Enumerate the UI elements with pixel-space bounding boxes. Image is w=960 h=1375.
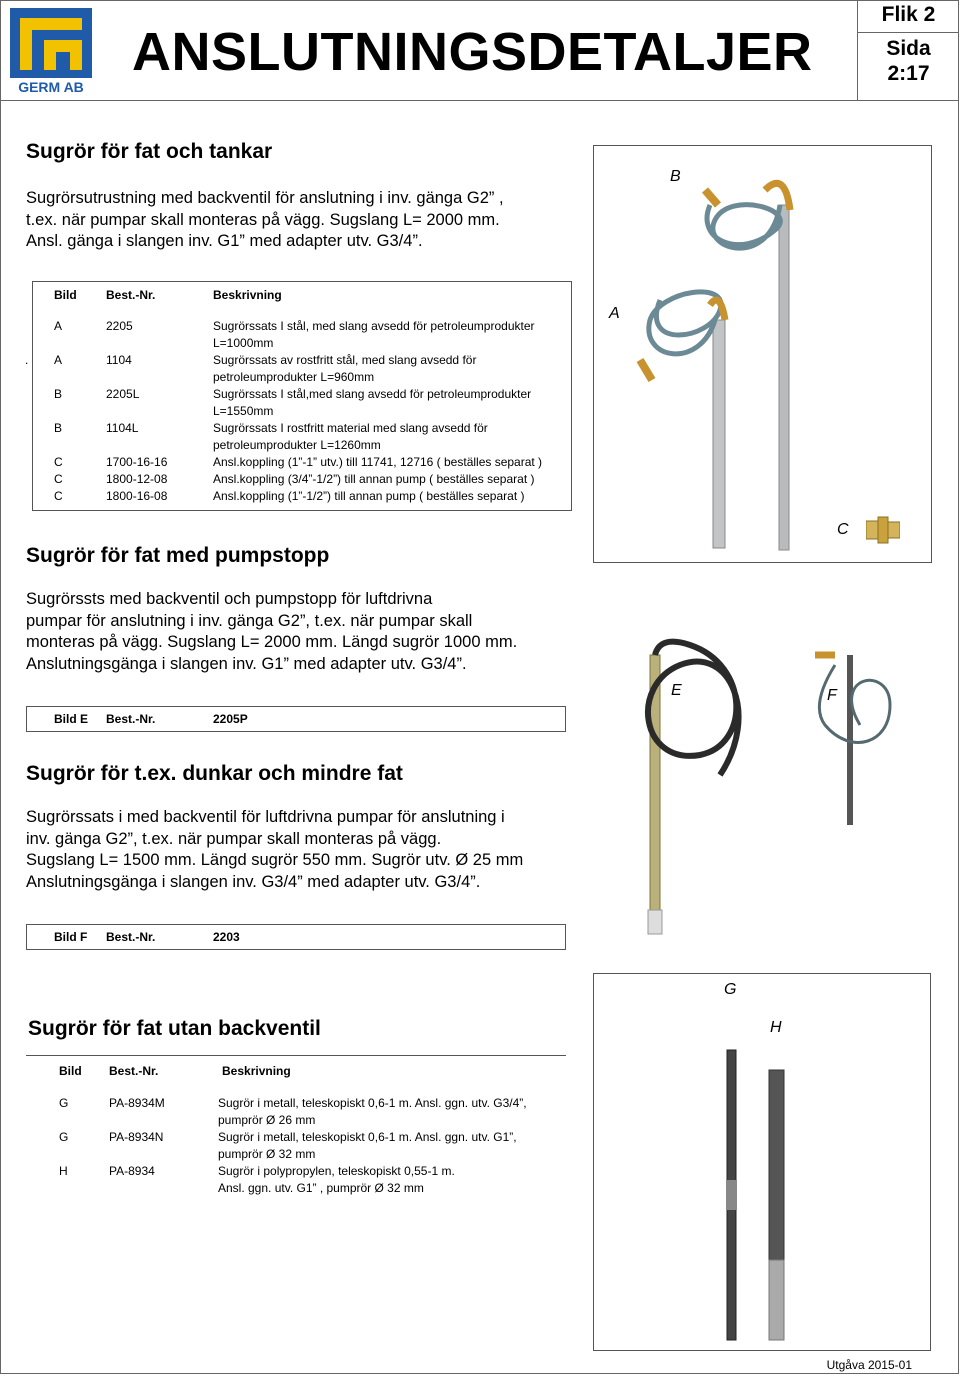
section-heading-pumpstopp: Sugrör för fat med pumpstopp bbox=[26, 544, 330, 567]
page-indicator bbox=[858, 36, 959, 86]
desc-line: monteras på vägg. Sugslang L= 2000 mm. Längd sugrör 1000 mm. bbox=[26, 633, 518, 651]
cell-nr: 2205P bbox=[213, 712, 248, 726]
cell-description: Sugrör i polypropylen, teleskopiskt 0,55-1 m. bbox=[218, 1164, 455, 1178]
page-label: Sida bbox=[886, 37, 931, 60]
cell-nr: 1104 bbox=[106, 353, 132, 367]
cell-bild: G bbox=[59, 1096, 69, 1110]
cell-bild: G bbox=[59, 1130, 69, 1144]
figure-label-h: H bbox=[770, 1019, 782, 1036]
cell-nr: 2205 bbox=[106, 319, 133, 333]
cell-description: Sugrör i metall, teleskopiskt 0,6-1 m. Ansl. ggn. utv. G1”, bbox=[218, 1130, 517, 1144]
cell-nr-label: Best.-Nr. bbox=[106, 712, 156, 726]
desc-line: Sugrörsutrustning med backventil för anslutning i inv. gänga G2” , bbox=[26, 189, 504, 207]
germ-logo-icon bbox=[10, 8, 92, 94]
figure-label-e: E bbox=[671, 682, 682, 699]
figure-label-f: F bbox=[827, 687, 837, 704]
cell-description: pumprör Ø 32 mm bbox=[218, 1147, 316, 1161]
cell-description: Ansl.koppling (1”-1/2”) till annan pump ( beställes separat ) bbox=[213, 489, 525, 503]
figure-label-c: C bbox=[837, 521, 849, 538]
cell-description: L=1000mm bbox=[213, 336, 274, 350]
section-heading-utan-backventil: Sugrör för fat utan backventil bbox=[28, 1017, 321, 1040]
desc-line: Sugslang L= 1500 mm. Längd sugrör 550 mm. Sugrör utv. Ø 25 mm bbox=[26, 851, 524, 869]
cell-bild: Bild E bbox=[54, 712, 89, 726]
cell-bild: H bbox=[59, 1164, 68, 1178]
section-heading-dunkar: Sugrör för t.ex. dunkar och mindre fat bbox=[26, 762, 403, 785]
cell-bild: A bbox=[54, 319, 63, 333]
edition-footer: Utgåva 2015-01 bbox=[826, 1358, 912, 1372]
cell-description: L=1550mm bbox=[213, 404, 274, 418]
cell-nr: PA-8934M bbox=[109, 1096, 165, 1110]
cell-description: Ansl.koppling (3/4”-1/2”) till annan pump ( beställes separat ) bbox=[213, 472, 535, 486]
cell-description: Sugrörssats I stål,med slang avsedd för petroleumprodukter bbox=[213, 387, 532, 401]
col-header-desc: Beskrivning bbox=[213, 288, 282, 302]
page-number: 2:17 bbox=[887, 62, 930, 85]
desc-line: Ansl. gänga i slangen inv. G1” med adapter utv. G3/4”. bbox=[26, 232, 423, 250]
cell-bild: B bbox=[54, 387, 63, 401]
stray-dot: . bbox=[25, 353, 29, 367]
cell-nr-label: Best.-Nr. bbox=[106, 930, 156, 944]
cell-nr: PA-8934 bbox=[109, 1164, 155, 1178]
cell-nr: 2205L bbox=[106, 387, 140, 401]
desc-line: Anslutningsgänga i slangen inv. G1” med adapter utv. G3/4”. bbox=[26, 654, 467, 673]
cell-description: Sugrörssats I rostfritt material med slang avsedd för bbox=[213, 421, 488, 435]
desc-line: pumpar för anslutning i inv. gänga G2”, t.ex. när pumpar skall bbox=[26, 611, 473, 630]
tab-label: Flik 2 bbox=[858, 0, 959, 33]
parts-table-4-top bbox=[26, 1055, 566, 1056]
cell-description: Ansl.koppling (1”-1” utv.) till 11741, 12716 ( beställes separat ) bbox=[213, 455, 543, 469]
figure-label-b: B bbox=[670, 168, 681, 185]
tab-box bbox=[857, 0, 959, 101]
desc-line: Anslutningsgänga i slangen inv. G3/4” med adapter utv. G3/4”. bbox=[26, 872, 481, 891]
cell-nr: 1800-16-08 bbox=[106, 489, 168, 503]
cell-bild: C bbox=[54, 455, 63, 469]
section1-description bbox=[26, 188, 586, 253]
section2-description bbox=[26, 589, 586, 675]
desc-line: t.ex. när pumpar skall monteras på vägg. Sugslang L= 2000 mm. bbox=[26, 210, 500, 229]
cell-bild: A bbox=[54, 353, 63, 367]
suction-pipe-photo-ef bbox=[610, 625, 940, 945]
logo-text: GERM AB bbox=[18, 79, 84, 94]
telescopic-pipe-photo-gh bbox=[600, 1040, 930, 1345]
cell-description: petroleumprodukter L=1260mm bbox=[213, 438, 381, 452]
cell-description: Sugrörssats I stål, med slang avsedd för petroleumprodukter bbox=[213, 319, 535, 333]
desc-line: Sugrörssats i med backventil för luftdrivna pumpar för anslutning i bbox=[26, 808, 505, 826]
cell-bild: Bild F bbox=[54, 930, 88, 944]
cell-description: Sugrörssats av rostfritt stål, med slang avsedd för bbox=[213, 353, 477, 367]
cell-description: petroleumprodukter L=960mm bbox=[213, 370, 375, 384]
adapter-fitting-icon bbox=[866, 515, 900, 545]
col-header-bild: Bild bbox=[54, 288, 77, 302]
desc-line: inv. gänga G2”, t.ex. när pumpar skall monteras på vägg. bbox=[26, 829, 442, 848]
cell-nr: PA-8934N bbox=[109, 1130, 164, 1144]
section-heading-fat-tankar: Sugrör för fat och tankar bbox=[26, 140, 273, 163]
suction-pipe-photo-ab bbox=[600, 150, 930, 560]
cell-bild: C bbox=[54, 489, 63, 503]
cell-description: Sugrör i metall, teleskopiskt 0,6-1 m. Ansl. ggn. utv. G3/4”, bbox=[218, 1096, 527, 1110]
cell-bild: C bbox=[54, 472, 63, 486]
cell-bild: B bbox=[54, 421, 63, 435]
page-title: ANSLUTNINGSDETALJER bbox=[132, 22, 813, 82]
section3-description bbox=[26, 807, 586, 893]
cell-nr: 1700-16-16 bbox=[106, 455, 168, 469]
cell-description: pumprör Ø 26 mm bbox=[218, 1113, 316, 1127]
col-header-bild: Bild bbox=[59, 1064, 82, 1078]
col-header-nr: Best.-Nr. bbox=[106, 288, 156, 302]
cell-description: Ansl. ggn. utv. G1” , pumprör Ø 32 mm bbox=[218, 1181, 424, 1195]
cell-nr: 2203 bbox=[213, 930, 240, 944]
figure-label-g: G bbox=[724, 981, 737, 998]
cell-nr: 1800-12-08 bbox=[106, 472, 168, 486]
figure-label-a: A bbox=[609, 305, 620, 322]
col-header-nr: Best.-Nr. bbox=[109, 1064, 159, 1078]
cell-nr: 1104L bbox=[106, 421, 139, 435]
col-header-desc: Beskrivning bbox=[222, 1064, 291, 1078]
desc-line: Sugrörssts med backventil och pumpstopp för luftdrivna bbox=[26, 590, 433, 608]
